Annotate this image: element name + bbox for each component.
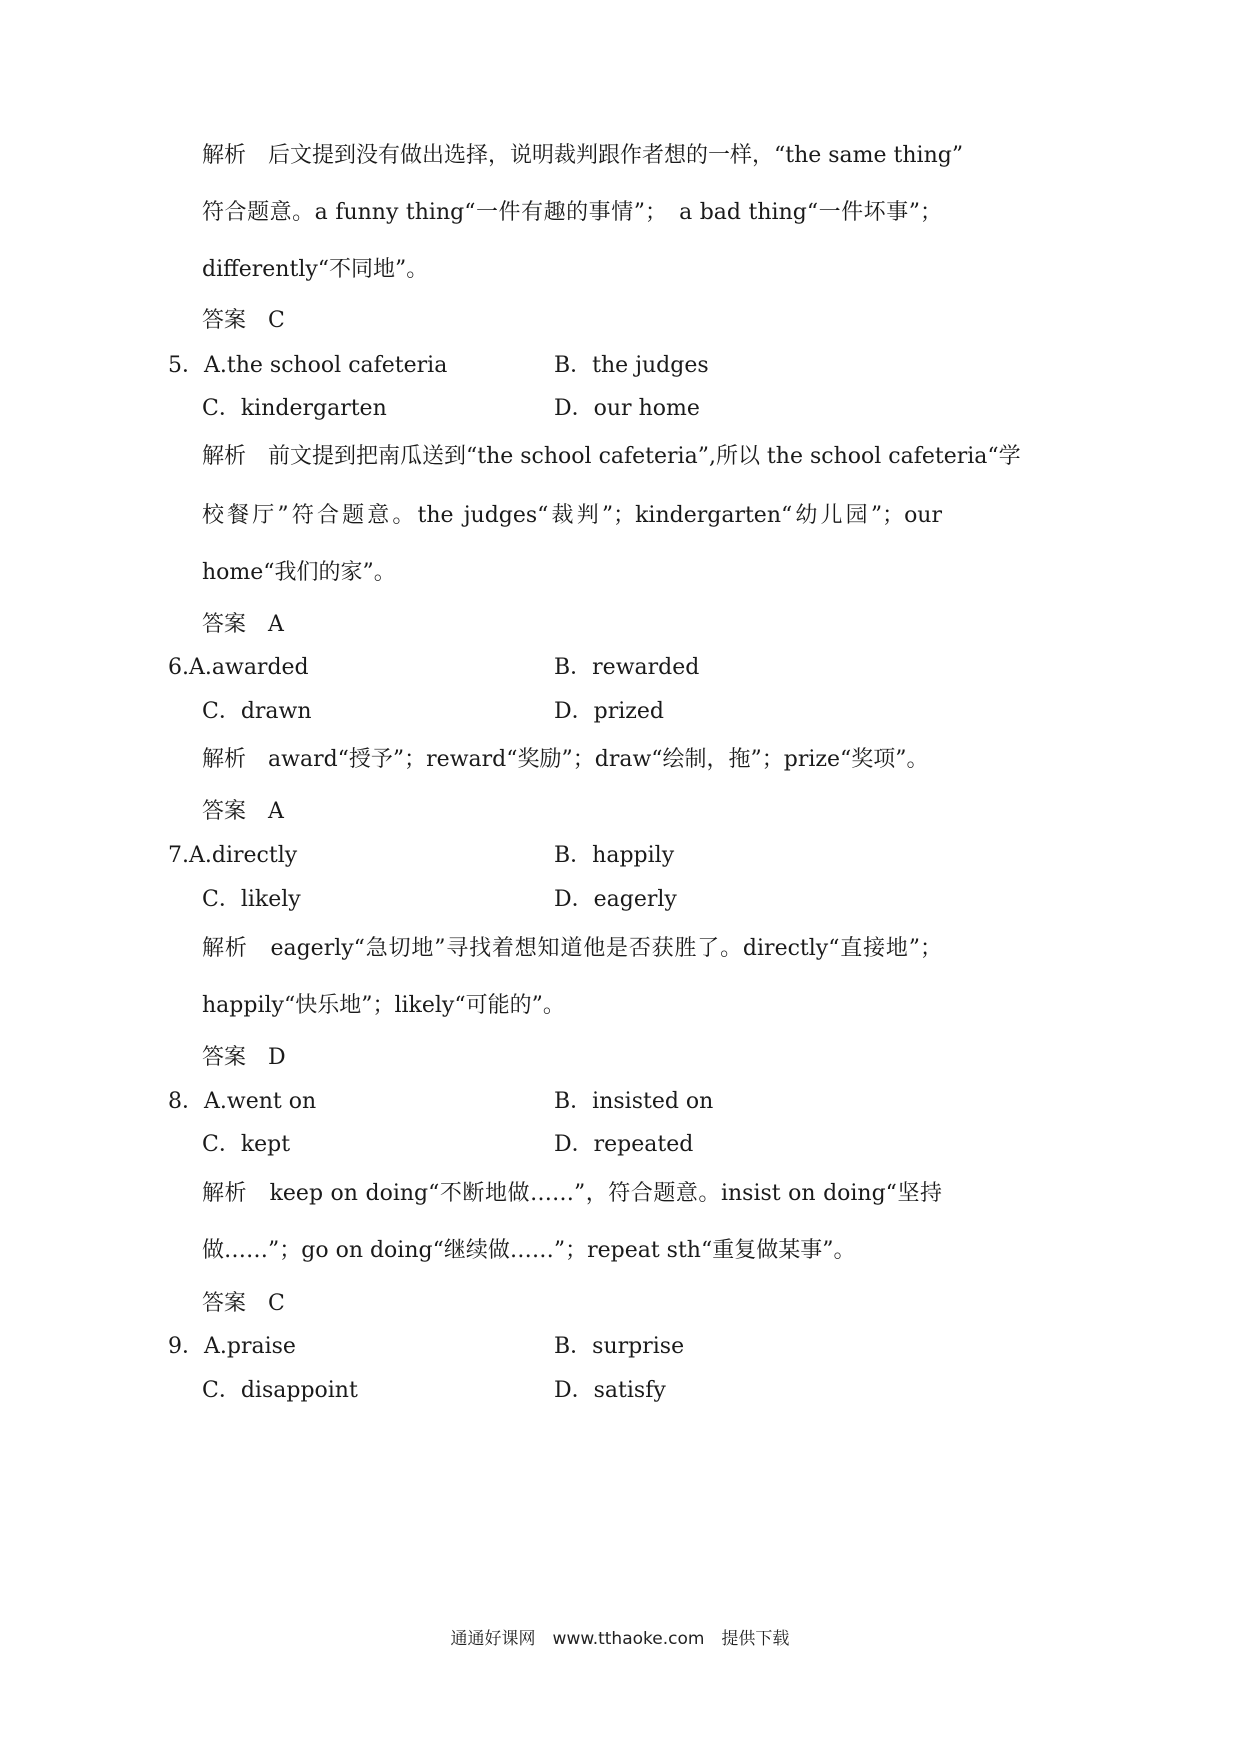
option-d: D．our home xyxy=(554,396,700,421)
explanation-line: 解析 eagerly“急切地”寻找着想知道他是否获胜了。directly“直接地”； xyxy=(202,936,942,961)
explanation-line: home“我们的家”。 xyxy=(202,560,396,585)
option-a: 8．A.went on xyxy=(168,1089,317,1114)
explanation-line: differently“不同地”。 xyxy=(202,257,429,282)
option-b: B．rewarded xyxy=(554,655,700,680)
explanation-line: 解析 前文提到把南瓜送到“the school cafeteria”,所以 the school cafeteria“学 xyxy=(202,444,1021,469)
explanation-line: 解析 award“授予”；reward“奖励”；draw“绘制，拖”；prize“奖项”。 xyxy=(202,747,929,772)
answer-line: 答案 A xyxy=(202,612,284,637)
explanation-line: 符合题意。a funny thing“一件有趣的事情”； a bad thing“一件坏事”； xyxy=(202,200,942,225)
option-d: D．eagerly xyxy=(554,887,677,912)
option-c: C．drawn xyxy=(202,699,312,724)
option-c: C．kindergarten xyxy=(202,396,387,421)
option-d: D．satisfy xyxy=(554,1378,666,1403)
explanation-line: 解析 后文提到没有做出选择，说明裁判跟作者想的一样，“the same thing” xyxy=(202,143,964,168)
page-footer: 通通好课网 www.tthaoke.com 提供下载 xyxy=(450,1629,790,1649)
option-a: 5．A.the school cafeteria xyxy=(168,353,448,378)
option-a: 7.A.directly xyxy=(168,843,298,868)
option-a: 6.A.awarded xyxy=(168,655,309,680)
option-a: 9．A.praise xyxy=(168,1334,296,1359)
answer-line: 答案 C xyxy=(202,1291,285,1316)
option-b: B．surprise xyxy=(554,1334,685,1359)
option-b: B．the judges xyxy=(554,353,709,378)
answer-line: 答案 C xyxy=(202,308,285,333)
explanation-line: 做……”；go on doing“继续做……”；repeat sth“重复做某事”。 xyxy=(202,1238,856,1263)
option-c: C．kept xyxy=(202,1132,291,1157)
explanation-line: 解析 keep on doing“不断地做……”，符合题意。insist on doing“坚持 xyxy=(202,1181,942,1206)
option-c: C．disappoint xyxy=(202,1378,358,1403)
option-b: B．happily xyxy=(554,843,675,868)
option-b: B．insisted on xyxy=(554,1089,714,1114)
option-c: C．likely xyxy=(202,887,301,912)
option-d: D．prized xyxy=(554,699,664,724)
explanation-line: 校餐厅”符合题意。the judges“裁判”；kindergarten“幼儿园”；our xyxy=(202,503,942,528)
answer-line: 答案 A xyxy=(202,799,284,824)
option-d: D．repeated xyxy=(554,1132,694,1157)
answer-line: 答案 D xyxy=(202,1045,286,1070)
explanation-line: happily“快乐地”；likely“可能的”。 xyxy=(202,993,565,1018)
